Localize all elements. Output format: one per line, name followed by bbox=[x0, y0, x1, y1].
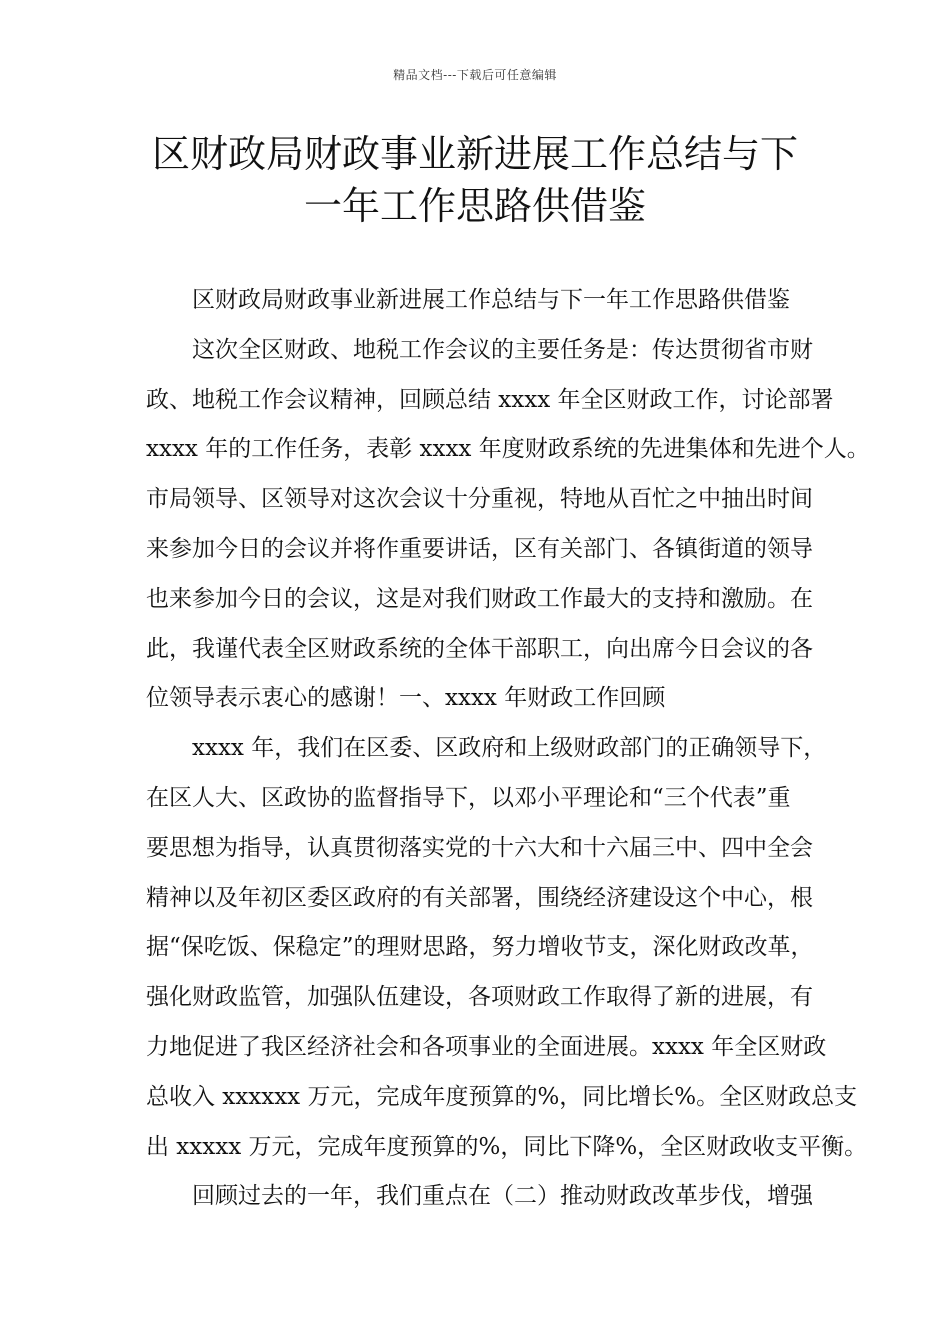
body-line: 政、地税工作会议精神，回顾总结 xxxx 年全区财政工作，讨论部署 bbox=[146, 386, 834, 413]
body-line: 在区人大、区政协的监督指导下，以邓小平理论和“三个代表”重 bbox=[146, 784, 791, 811]
title-line-2: 一年工作思路供借鉴 bbox=[303, 184, 646, 228]
body-line: 回顾过去的一年，我们重点在（二）推动财政改革步伐，增强 bbox=[192, 1183, 813, 1210]
header-note: 精品文档---下载后可任意编辑 bbox=[393, 68, 557, 82]
body-line: 市局领导、区领导对这次会议十分重视，特地从百忙之中抽出时间 bbox=[146, 486, 813, 513]
body-line: 总收入 xxxxxx 万元，完成年度预算的%，同比增长%。全区财政总支 bbox=[146, 1083, 858, 1110]
title-line-1: 区财政局财政事业新进展工作总结与下 bbox=[151, 132, 798, 176]
body-line: 来参加今日的会议并将作重要讲话，区有关部门、各镇街道的领导 bbox=[146, 535, 813, 562]
body-line: xxxx 年的工作任务，表彰 xxxx 年度财政系统的先进集体和先进个人。 bbox=[146, 436, 870, 463]
body-line: 区财政局财政事业新进展工作总结与下一年工作思路供借鉴 bbox=[192, 287, 790, 313]
body-line: 此，我谨代表全区财政系统的全体干部职工，向出席今日会议的各 bbox=[146, 635, 813, 662]
document-title bbox=[110, 128, 840, 232]
body-line: 精神以及年初区委区政府的有关部署，围绕经济建设这个中心，根 bbox=[146, 884, 813, 911]
body-line: 力地促进了我区经济社会和各项事业的全面进展。xxxx 年全区财政 bbox=[146, 1033, 827, 1060]
body-line: 强化财政监管，加强队伍建设，各项财政工作取得了新的进展，有 bbox=[146, 984, 813, 1011]
body-line: 这次全区财政、地税工作会议的主要任务是：传达贯彻省市财 bbox=[192, 336, 813, 363]
body-line: 要思想为指导，认真贯彻落实党的十六大和十六届三中、四中全会 bbox=[146, 834, 813, 861]
body-line: 据“保吃饭、保稳定”的理财思路，努力增收节支，深化财政改革， bbox=[146, 934, 814, 961]
document-body bbox=[146, 276, 870, 1222]
body-line: 出 xxxxx 万元，完成年度预算的%，同比下降%，全区财政收支平衡。 bbox=[146, 1133, 868, 1160]
body-line: 位领导表示衷心的感谢！一、xxxx 年财政工作回顾 bbox=[146, 685, 666, 712]
body-line: xxxx 年，我们在区委、区政府和上级财政部门的正确领导下， bbox=[192, 735, 827, 762]
body-line: 也来参加今日的会议，这是对我们财政工作最大的支持和激励。在 bbox=[146, 585, 813, 612]
